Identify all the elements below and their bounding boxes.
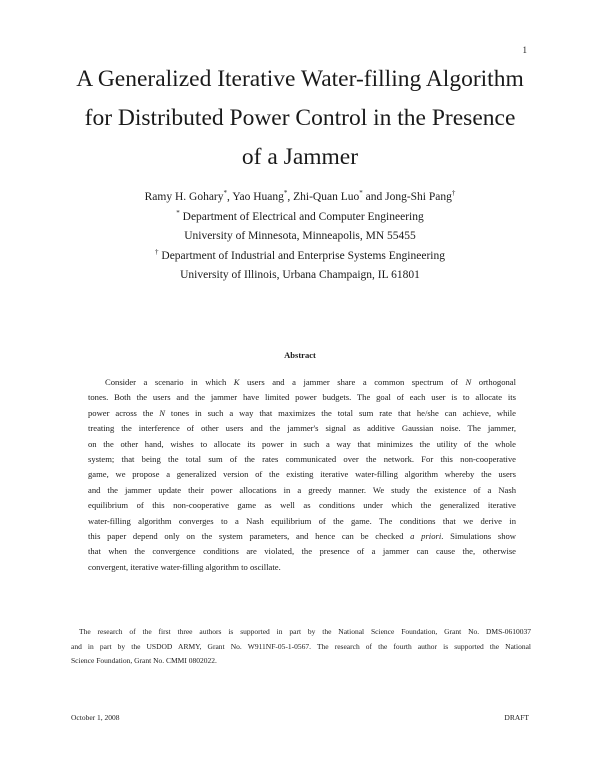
abstract-line: power across the N tones in such a way that maximizes the total sum rate that he/she can achieve, while — [88, 407, 516, 418]
author-conjunction: and — [362, 191, 386, 203]
abstract-line: water-filling algorithm converges to a Nash equilibrium of the game. The conditions that we derive in — [88, 515, 516, 526]
author-separator: , — [227, 191, 233, 203]
abstract-line: treating the interference of other users and the jammer's signal as additive Gaussian noise. The jammer, — [88, 423, 516, 434]
footnote-line: Science Foundation, Grant No. CMMI 0802022. — [71, 656, 217, 665]
author-separator: , — [287, 191, 294, 203]
title-line: for Distributed Power Control in the Presence — [84, 105, 516, 131]
abstract-line: game, we propose a generalized version of the existing iterative water-filling algorithm whereby the users — [88, 469, 516, 480]
author-name: Jong-Shi Pang — [385, 191, 452, 203]
title-line: of a Jammer — [241, 144, 359, 170]
affiliation-department: * Department of Electrical and Computer Engineering — [176, 208, 424, 223]
footer-date: October 1, 2008 — [71, 713, 120, 722]
affiliation-mark: † — [451, 189, 456, 197]
abstract-line: tones. Both the users and the jammer have limited power budgets. The goal of each user is to allocate its — [88, 392, 516, 403]
affiliation-mark: † — [155, 247, 159, 256]
funding-footnote — [71, 625, 531, 669]
abstract-text — [88, 375, 516, 575]
abstract-line: convergent, iterative water-filling algorithm to oscillate. — [88, 561, 281, 572]
affiliation-department: † Department of Industrial and Enterprise Systems Engineering — [155, 247, 445, 262]
paper-title — [40, 60, 560, 177]
abstract-line: and the jammer update their power allocations in a greedy manner. We study the existence of a Nash — [88, 484, 516, 495]
affiliation-mark: * — [359, 189, 363, 197]
footnote-line: and in part by the USDOD ARMY, Grant No. W911NF-05-1-0567. The research of the fourth author is supported the National — [71, 641, 531, 651]
abstract-line: on the other hand, wishes to allocate its power in such a way that minimizes the utility of the whole — [88, 438, 516, 449]
affiliation-university: University of Minnesota, Minneapolis, MN 55455 — [184, 230, 416, 242]
affiliation-mark: * — [223, 189, 227, 197]
author-name: Ramy H. Gohary — [144, 191, 224, 203]
abstract-line: equilibrium of this non-cooperative game as well as conditions under which the generalized iterative — [88, 500, 516, 511]
author-block — [40, 188, 560, 286]
affiliation-mark: * — [283, 189, 288, 197]
author-name: Zhi-Quan Luo — [293, 191, 360, 203]
abstract-line: that when the convergence conditions are violated, the presence of a jammer can cause the, otherwise — [88, 546, 516, 557]
footer-status: DRAFT — [504, 713, 529, 722]
footnote-line: The research of the first three authors is supported in part by the National Science Foundation, Grant No. DMS-0610037 — [79, 627, 531, 636]
abstract-line: Consider a scenario in which K users and a jammer share a common spectrum of N orthogonal — [105, 377, 517, 387]
author-name: Yao Huang — [232, 191, 284, 203]
title-line: A Generalized Iterative Water-filling Algorithm — [76, 66, 524, 92]
abstract-line: this paper depend only on the system parameters, and hence can be checked a priori. Simulations show — [88, 531, 516, 542]
abstract-heading: Abstract — [284, 350, 316, 360]
affiliation-university: University of Illinois, Urbana Champaign, IL 61801 — [180, 269, 420, 281]
author-list — [40, 188, 560, 208]
abstract-line: system; that being the total sum of the rates communicated over the network. For this non-cooperative — [88, 454, 516, 465]
page-number: 1 — [522, 45, 527, 55]
affiliation-mark: * — [176, 208, 180, 217]
